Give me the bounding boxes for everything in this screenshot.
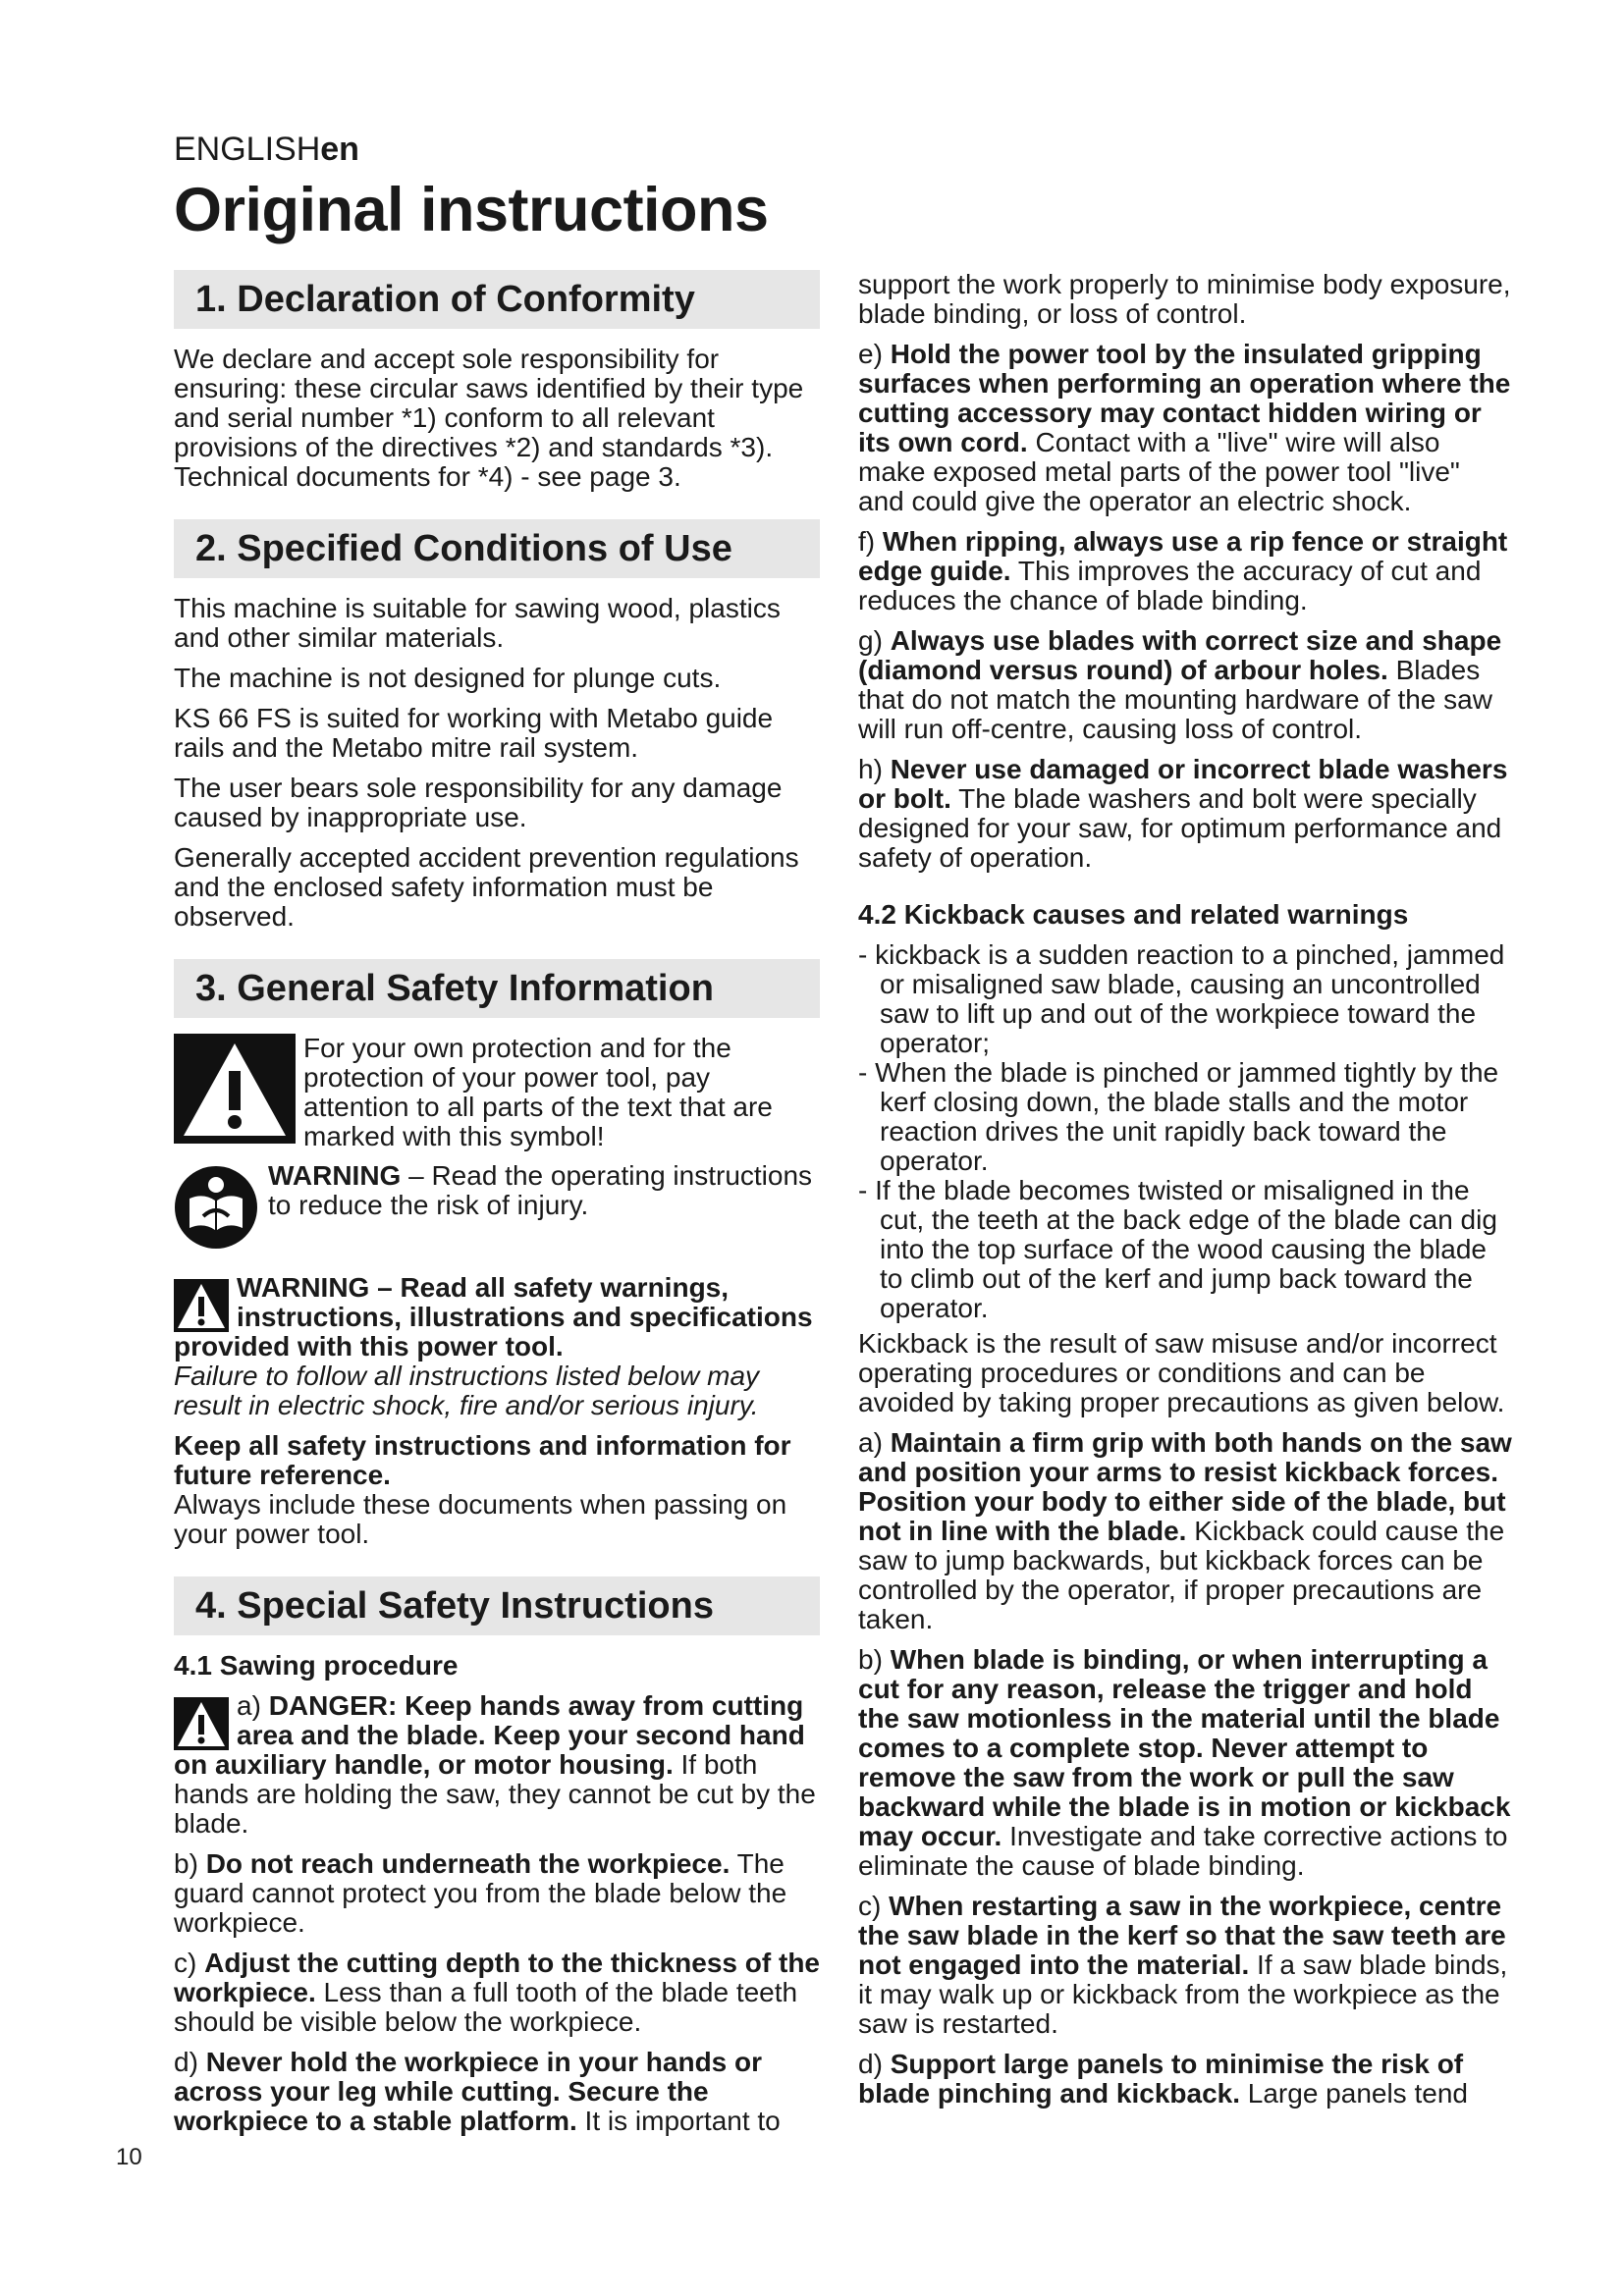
instruction-a-bold: DANGER: Keep hands away from cutting area and the blade. Keep your second hand on auxiliary handle, or motor housing. bbox=[174, 1690, 805, 1780]
kickback-instruction-b-text: Investigate and take corrective actions to eliminate the cause of blade binding. bbox=[858, 1821, 1508, 1881]
conditions-text-3: KS 66 FS is suited for working with Metabo guide rails and the Metabo mitre rail system. bbox=[174, 703, 774, 763]
read-warning-text: – Read the operating instructions to reduce the risk of injury. bbox=[268, 1161, 813, 1220]
kickback-instruction-d bbox=[858, 2050, 1512, 2109]
instruction-d-text: It is important to bbox=[576, 2106, 781, 2136]
instruction-e-text: Contact with a "live" wire will also make exposed metal parts of the power tool "live" and could give the operator an electric shock. bbox=[858, 427, 1460, 516]
instruction-f bbox=[858, 527, 1512, 615]
instruction-h bbox=[858, 755, 1512, 873]
item-prefix: b) bbox=[174, 1848, 206, 1879]
language-name: ENGLISH bbox=[174, 131, 321, 168]
item-prefix: g) bbox=[858, 625, 891, 656]
item-prefix: a) bbox=[858, 1427, 891, 1458]
instruction-d-continued: support the work properly to minimise body exposure, blade binding, or loss of control. bbox=[858, 269, 1511, 329]
kickback-instruction-d-text: Large panels tend bbox=[1240, 2078, 1468, 2109]
kickback-instruction-a bbox=[858, 1428, 1512, 1634]
conditions-text-4: The user bears sole responsibility for any damage caused by inappropriate use. bbox=[174, 773, 783, 832]
kickback-bullet-3: - If the blade becomes twisted or misaligned in the cut, the teeth at the back edge of the blade can dig into the top surface of the wood causing the blade to climb out of the kerf and jump back toward the operator. bbox=[858, 1175, 1497, 1323]
section-heading-general-safety: 3. General Safety Information bbox=[174, 959, 820, 1018]
subheading-kickback: 4.2 Kickback causes and related warnings bbox=[858, 899, 1409, 930]
warning-triangle-icon bbox=[174, 1034, 296, 1144]
symbol-note bbox=[174, 1034, 820, 1151]
item-prefix: e) bbox=[858, 339, 891, 369]
kickback-instruction-c bbox=[858, 1892, 1512, 2039]
item-prefix: f) bbox=[858, 526, 883, 557]
instruction-a-text: If both hands are holding the saw, they cannot be cut by the blade. bbox=[174, 1749, 816, 1839]
instruction-c-text: Less than a full tooth of the blade teeth should be visible below the workpiece. bbox=[174, 1977, 798, 2037]
instruction-c-bold: Adjust the cutting depth to the thickness of the workpiece. bbox=[174, 1948, 820, 2007]
instruction-c bbox=[174, 1949, 820, 2037]
instruction-h-text: The blade washers and bolt were specially designed for your saw, for optimum performance and safety of operation. bbox=[858, 783, 1502, 873]
general-warning-italic: Failure to follow all instructions listed below may result in electric shock, fire and/or serious injury. bbox=[174, 1361, 760, 1420]
keep-instructions-text: Always include these documents when passing on your power tool. bbox=[174, 1489, 787, 1549]
item-prefix: d) bbox=[858, 2049, 891, 2079]
left-column bbox=[174, 270, 820, 2147]
read-warning-label: WARNING bbox=[268, 1161, 402, 1191]
kickback-bullet-2: - When the blade is pinched or jammed tightly by the kerf closing down, the blade stalls and the motor reaction drives the unit rapidly back toward the operator. bbox=[858, 1057, 1499, 1176]
item-prefix: d) bbox=[174, 2047, 206, 2077]
kickback-instruction-b-bold: When blade is binding, or when interrupting a cut for any reason, release the trigger and hold the saw motionless in the material until the blade comes to a complete stop. Never attempt to remove the saw from the work or pull the saw backward while the blade is in motion or kickback may occur. bbox=[858, 1644, 1511, 1851]
conditions-text-1: This machine is suitable for sawing wood, plastics and other similar materials. bbox=[174, 593, 781, 653]
kickback-instruction-a-text: Kickback could cause the saw to jump backwards, but kickback forces can be controlled by the operator, if proper precautions are taken. bbox=[858, 1516, 1505, 1634]
section-heading-conditions: 2. Specified Conditions of Use bbox=[174, 519, 820, 578]
warning-triangle-icon bbox=[174, 1279, 229, 1332]
instruction-a bbox=[174, 1691, 820, 1839]
conditions-text-5: Generally accepted accident prevention regulations and the enclosed safety information must be observed. bbox=[174, 842, 799, 932]
warning-triangle-icon bbox=[174, 1697, 229, 1750]
instruction-b-text: The guard cannot protect you from the blade below the workpiece. bbox=[174, 1848, 787, 1938]
instruction-h-bold: Never use damaged or incorrect blade washers or bolt. bbox=[858, 754, 1508, 814]
kickback-instruction-c-text: If a saw blade binds, it may walk up or kickback from the workpiece as the saw is restarted. bbox=[858, 1949, 1508, 2039]
item-prefix: b) bbox=[858, 1644, 891, 1675]
section-heading-declaration: 1. Declaration of Conformity bbox=[174, 270, 820, 329]
kickback-instruction-d-bold: Support large panels to minimise the risk of blade pinching and kickback. bbox=[858, 2049, 1464, 2109]
language-label bbox=[174, 131, 359, 169]
conditions-text-2: The machine is not designed for plunge cuts. bbox=[174, 663, 722, 693]
instruction-d-bold: Never hold the workpiece in your hands or across your leg while cutting. Secure the workpiece to a stable platform. bbox=[174, 2047, 763, 2136]
declaration-text: We declare and accept sole responsibility for ensuring: these circular saws identified by their type and serial number *1) conform to all relevant provisions of the directives *2) and standards *3). Technical documents for *4) - see page 3. bbox=[174, 344, 804, 492]
instruction-g-text: Blades that do not match the mounting hardware of the saw will run off-centre, causing loss of control. bbox=[858, 655, 1492, 744]
instruction-b bbox=[174, 1849, 820, 1938]
instruction-e bbox=[858, 340, 1512, 516]
language-code: en bbox=[320, 131, 359, 168]
read-instructions-note bbox=[174, 1161, 820, 1250]
instruction-g-bold: Always use blades with correct size and shape (diamond versus round) of arbour holes. bbox=[858, 625, 1502, 685]
kickback-bullet-1: - kickback is a sudden reaction to a pinched, jammed or misaligned saw blade, causing an uncontrolled saw to lift up and out of the workpiece toward the operator; bbox=[858, 939, 1505, 1058]
subheading-sawing-procedure: 4.1 Sawing procedure bbox=[174, 1650, 459, 1681]
kickback-instruction-c-bold: When restarting a saw in the workpiece, centre the saw blade in the kerf so that the saw teeth are not engaged into the material. bbox=[858, 1891, 1506, 1980]
instruction-b-bold: Do not reach underneath the workpiece. bbox=[205, 1848, 731, 1879]
instruction-e-bold: Hold the power tool by the insulated gripping surfaces when performing an operation where the cutting accessory may contact hidden wiring or its own cord. bbox=[858, 339, 1511, 457]
instruction-f-text: This improves the accuracy of cut and reduces the chance of blade binding. bbox=[858, 556, 1482, 615]
kickback-instruction-a-bold: Maintain a firm grip with both hands on the saw and position your arms to resist kickback forces. Position your body to either side of the blade, but not in line with the blade. bbox=[858, 1427, 1512, 1546]
page-title: Original instructions bbox=[174, 176, 769, 244]
general-warning-bold: WARNING – Read all safety warnings, instructions, illustrations and specifications provided with this power tool. bbox=[174, 1272, 813, 1362]
item-prefix: h) bbox=[858, 754, 891, 784]
right-column bbox=[858, 270, 1512, 2119]
instruction-d bbox=[174, 2048, 820, 2136]
kickback-instruction-b bbox=[858, 1645, 1512, 1881]
section-heading-special-safety: 4. Special Safety Instructions bbox=[174, 1576, 820, 1635]
item-prefix: c) bbox=[858, 1891, 890, 1921]
item-prefix: c) bbox=[174, 1948, 205, 1978]
keep-instructions-bold: Keep all safety instructions and information for future reference. bbox=[174, 1430, 791, 1490]
read-instructions-text bbox=[174, 1161, 820, 1220]
general-warning bbox=[174, 1273, 820, 1420]
instruction-f-bold: When ripping, always use a rip fence or straight edge guide. bbox=[858, 526, 1508, 586]
read-manual-icon bbox=[174, 1165, 258, 1250]
item-prefix: a) bbox=[237, 1690, 269, 1721]
instruction-g bbox=[858, 626, 1512, 744]
kickback-summary: Kickback is the result of saw misuse and/or incorrect operating procedures or conditions and can be avoided by taking proper precautions as given below. bbox=[858, 1328, 1505, 1417]
symbol-note-text: For your own protection and for the protection of your power tool, pay attention to all parts of the text that are marked with this symbol! bbox=[303, 1033, 773, 1151]
page-number: 10 bbox=[116, 2144, 142, 2170]
